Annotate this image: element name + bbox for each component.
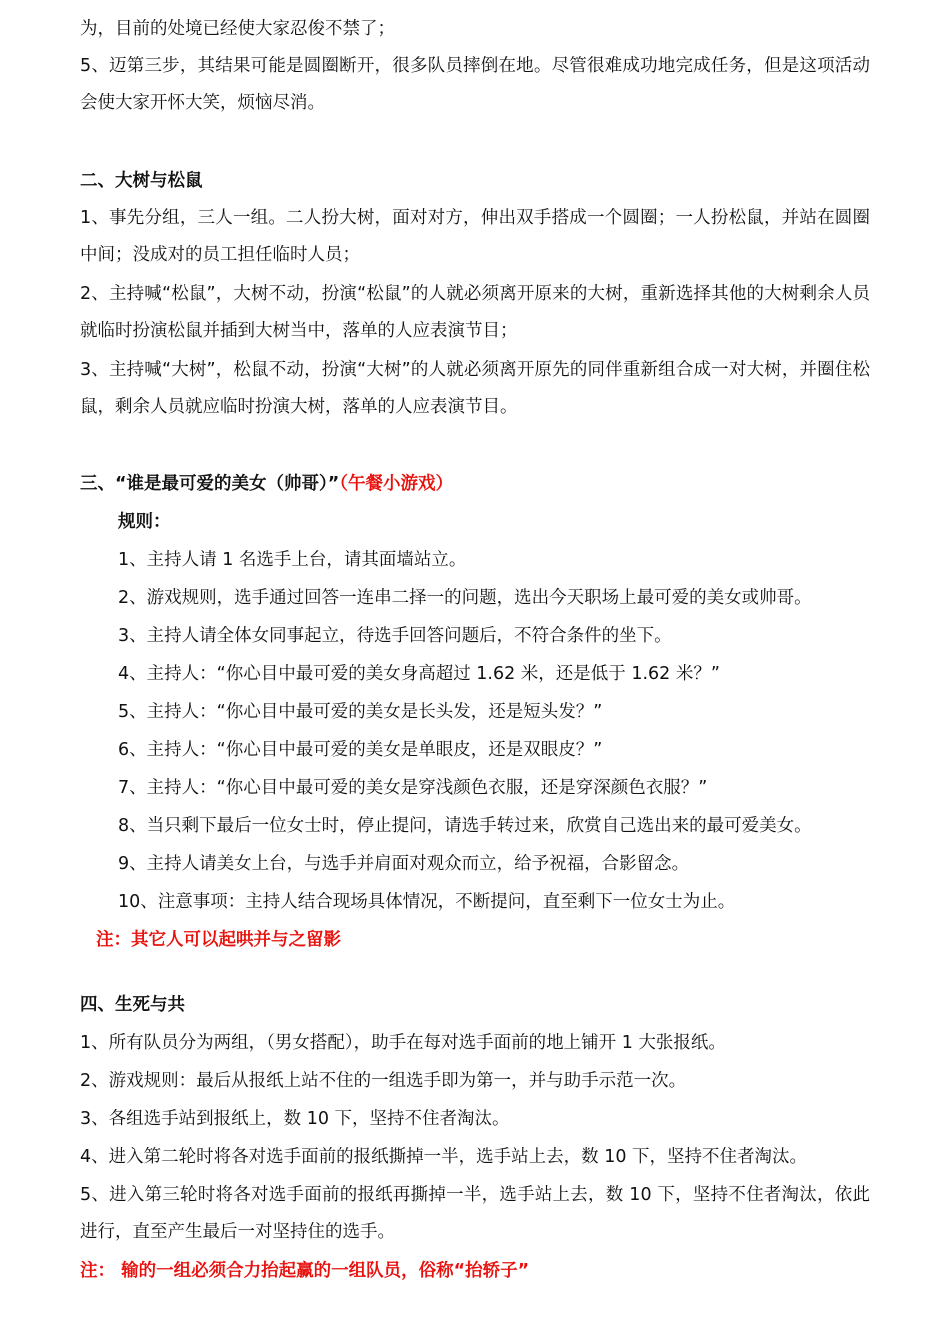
rule-item: 10、注意事项：主持人结合现场具体情况，不断提问，直至剩下一位女士为止。 xyxy=(118,892,736,912)
rule-item: 3、主持人请全体女同事起立，待选手回答问题后，不符合条件的坐下。 xyxy=(118,626,672,646)
intro-item-5: 5、迈第三步，其结果可能是圆圈断开，很多队员摔倒在地。尽管很难成功地完成任务，但是这项活动会使大家开怀大笑，烦恼尽消。 xyxy=(80,56,870,113)
section-3-heading xyxy=(80,466,870,503)
section-2-item-1: 1、事先分组，三人一组。二人扮大树，面对对方，伸出双手搭成一个圆圈；一人扮松鼠，并站在圆圈中间；没成对的员工担任临时人员； xyxy=(80,208,870,265)
section-3-note: 注：其它人可以起哄并与之留影 xyxy=(96,930,341,950)
section-3-title: 三、“谁是最可爱的美女（帅哥）” xyxy=(80,474,340,494)
section-4-note: 注： 输的一组必须合力抬起赢的一组队员，俗称“抬轿子” xyxy=(80,1261,530,1281)
section-4-item: 4、进入第二轮时将各对选手面前的报纸撕掉一半，选手站上去，数 10 下，坚持不住者淘汰。 xyxy=(80,1147,808,1167)
section-3-tag: （午餐小游戏） xyxy=(339,474,454,494)
section-4-item: 2、游戏规则：最后从报纸上站不住的一组选手即为第一，并与助手示范一次。 xyxy=(80,1071,687,1091)
section-4-item: 1、所有队员分为两组，（男女搭配），助手在每对选手面前的地上铺开 1 大张报纸。 xyxy=(80,1033,726,1053)
rule-item: 6、主持人：“你心目中最可爱的美女是单眼皮，还是双眼皮？” xyxy=(118,740,603,760)
rule-item: 7、主持人：“你心目中最可爱的美女是穿浅颜色衣服，还是穿深颜色衣服？” xyxy=(118,778,708,798)
rule-item: 2、游戏规则，选手通过回答一连串二择一的问题，选出今天职场上最可爱的美女或帅哥。 xyxy=(118,588,812,608)
section-4-title: 四、生死与共 xyxy=(80,995,185,1015)
rule-item: 5、主持人：“你心目中最可爱的美女是长头发，还是短头发？” xyxy=(118,702,603,722)
section-2-title: 二、大树与松鼠 xyxy=(80,171,203,191)
section-4-item: 5、进入第三轮时将各对选手面前的报纸再撕掉一半，选手站上去，数 10 下，坚持不住者淘汰，依此进行，直至产生最后一对坚持住的选手。 xyxy=(80,1185,870,1242)
rule-item: 1、主持人请 1 名选手上台，请其面墙站立。 xyxy=(118,550,467,570)
section-2-item-2: 2、主持喊“松鼠”，大树不动，扮演“松鼠”的人就必须离开原来的大树，重新选择其他的大树剩余人员就临时扮演松鼠并插到大树当中，落单的人应表演节目； xyxy=(80,284,870,341)
rule-item: 4、主持人：“你心目中最可爱的美女身高超过 1.62 米，还是低于 1.62 米？” xyxy=(118,664,720,684)
section-4-item: 3、各组选手站到报纸上，数 10 下，坚持不住者淘汰。 xyxy=(80,1109,510,1129)
intro-line: 为，目前的处境已经使大家忍俊不禁了； xyxy=(80,19,395,39)
rule-item: 8、当只剩下最后一位女士时，停止提问，请选手转过来，欣赏自己选出来的最可爱美女。 xyxy=(118,816,812,836)
rule-item: 9、主持人请美女上台，与选手并肩面对观众而立，给予祝福，合影留念。 xyxy=(118,854,690,874)
rules-label: 规则： xyxy=(118,512,171,532)
section-2-item-3: 3、主持喊“大树”，松鼠不动，扮演“大树”的人就必须离开原先的同伴重新组合成一对大树，并圈住松鼠，剩余人员就应临时扮演大树，落单的人应表演节目。 xyxy=(80,360,870,417)
